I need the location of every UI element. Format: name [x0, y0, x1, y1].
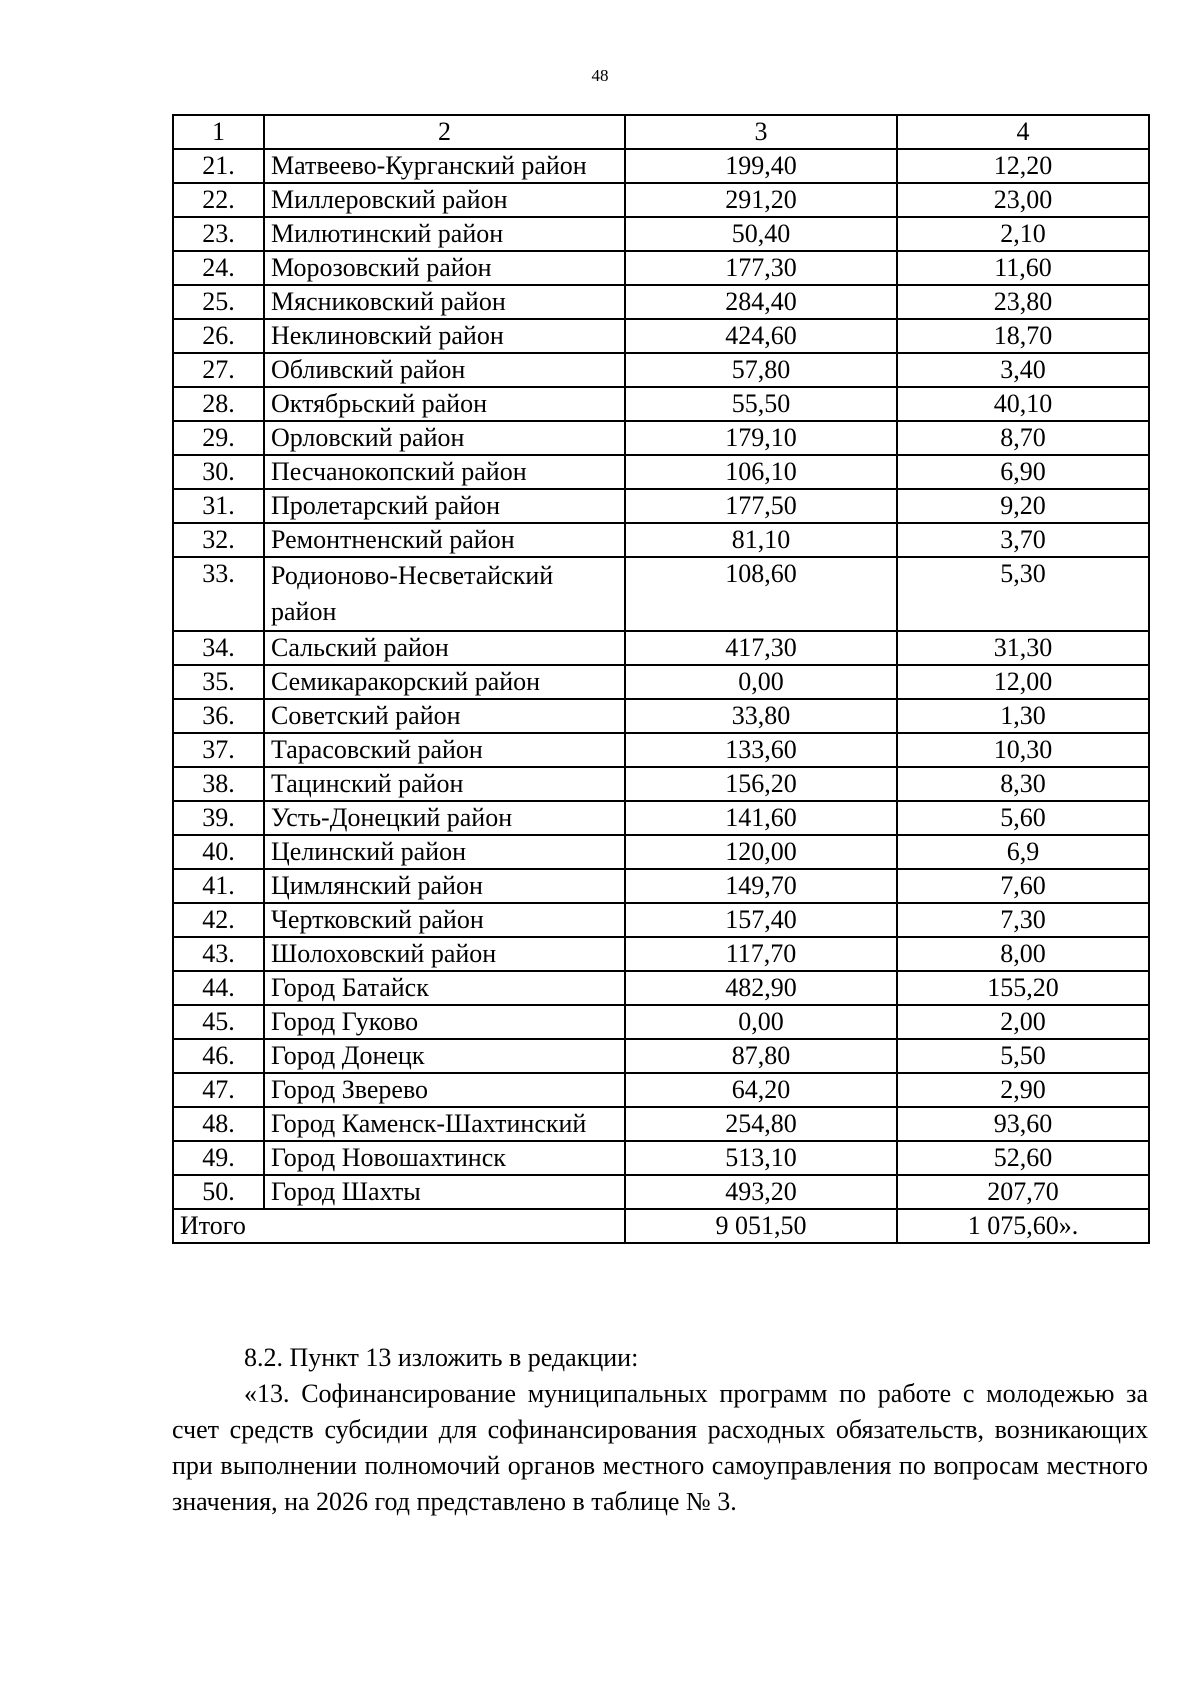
district-name: Шолоховский район	[264, 937, 625, 971]
value-col4: 93,60	[897, 1107, 1149, 1141]
table-row	[173, 903, 1149, 937]
row-number: 29.	[173, 421, 264, 455]
table-row	[173, 937, 1149, 971]
district-name: Советский район	[264, 699, 625, 733]
row-number: 26.	[173, 319, 264, 353]
row-number: 28.	[173, 387, 264, 421]
district-name: Морозовский район	[264, 251, 625, 285]
table-row	[173, 557, 1149, 631]
value-col3: 284,40	[625, 285, 897, 319]
row-number: 50.	[173, 1175, 264, 1209]
row-number: 27.	[173, 353, 264, 387]
value-col3: 254,80	[625, 1107, 897, 1141]
row-number: 49.	[173, 1141, 264, 1175]
value-col3: 493,20	[625, 1175, 897, 1209]
table-row	[173, 285, 1149, 319]
table-row	[173, 699, 1149, 733]
district-name: Миллеровский район	[264, 183, 625, 217]
district-name: Семикаракорский район	[264, 665, 625, 699]
table-row	[173, 733, 1149, 767]
value-col3: 179,10	[625, 421, 897, 455]
value-col4: 11,60	[897, 251, 1149, 285]
row-number: 43.	[173, 937, 264, 971]
value-col4: 2,00	[897, 1005, 1149, 1039]
value-col4: 8,00	[897, 937, 1149, 971]
value-col4: 5,50	[897, 1039, 1149, 1073]
value-col4: 12,00	[897, 665, 1149, 699]
value-col3: 120,00	[625, 835, 897, 869]
table-row	[173, 1175, 1149, 1209]
table-row	[173, 149, 1149, 183]
value-col3: 55,50	[625, 387, 897, 421]
district-name: Город Батайск	[264, 971, 625, 1005]
value-col4: 155,20	[897, 971, 1149, 1005]
table-row	[173, 869, 1149, 903]
value-col3: 106,10	[625, 455, 897, 489]
district-name: Обливский район	[264, 353, 625, 387]
table-row	[173, 1141, 1149, 1175]
table-row	[173, 251, 1149, 285]
district-name: Тацинский район	[264, 767, 625, 801]
value-col4: 5,60	[897, 801, 1149, 835]
value-col3: 33,80	[625, 699, 897, 733]
row-number: 48.	[173, 1107, 264, 1141]
row-number: 22.	[173, 183, 264, 217]
row-number: 45.	[173, 1005, 264, 1039]
row-number: 25.	[173, 285, 264, 319]
value-col4: 207,70	[897, 1175, 1149, 1209]
district-name: Матвеево-Курганский район	[264, 149, 625, 183]
value-col3: 424,60	[625, 319, 897, 353]
district-name: Песчанокопский район	[264, 455, 625, 489]
row-number: 37.	[173, 733, 264, 767]
value-col4: 23,00	[897, 183, 1149, 217]
value-col4: 9,20	[897, 489, 1149, 523]
value-col4: 8,30	[897, 767, 1149, 801]
row-number: 30.	[173, 455, 264, 489]
value-col4: 7,30	[897, 903, 1149, 937]
value-col4: 2,10	[897, 217, 1149, 251]
district-name: Чертковский район	[264, 903, 625, 937]
district-name: Усть-Донецкий район	[264, 801, 625, 835]
value-col3: 87,80	[625, 1039, 897, 1073]
value-col4: 6,90	[897, 455, 1149, 489]
value-col3: 482,90	[625, 971, 897, 1005]
row-number: 23.	[173, 217, 264, 251]
row-number: 36.	[173, 699, 264, 733]
table-header-row	[173, 115, 1149, 149]
value-col3: 199,40	[625, 149, 897, 183]
row-number: 32.	[173, 523, 264, 557]
table-row	[173, 353, 1149, 387]
row-number: 34.	[173, 631, 264, 665]
header-cell: 2	[264, 115, 625, 149]
districts-table	[172, 114, 1150, 1244]
value-col4: 5,30	[897, 557, 1149, 631]
district-name: Мясниковский район	[264, 285, 625, 319]
district-name: Орловский район	[264, 421, 625, 455]
value-col3: 64,20	[625, 1073, 897, 1107]
value-col3: 0,00	[625, 665, 897, 699]
row-number: 31.	[173, 489, 264, 523]
row-number: 21.	[173, 149, 264, 183]
value-col4: 2,90	[897, 1073, 1149, 1107]
value-col3: 50,40	[625, 217, 897, 251]
header-cell: 3	[625, 115, 897, 149]
value-col3: 417,30	[625, 631, 897, 665]
row-number: 46.	[173, 1039, 264, 1073]
district-name: Тарасовский район	[264, 733, 625, 767]
value-col3: 133,60	[625, 733, 897, 767]
value-col3: 117,70	[625, 937, 897, 971]
value-col4: 18,70	[897, 319, 1149, 353]
row-number: 35.	[173, 665, 264, 699]
table-row	[173, 801, 1149, 835]
value-col3: 57,80	[625, 353, 897, 387]
table-row	[173, 387, 1149, 421]
district-name: Сальский район	[264, 631, 625, 665]
row-number: 47.	[173, 1073, 264, 1107]
value-col3: 0,00	[625, 1005, 897, 1039]
value-col3: 177,50	[625, 489, 897, 523]
district-name: Неклиновский район	[264, 319, 625, 353]
total-col3: 9 051,50	[625, 1209, 897, 1243]
table-row	[173, 665, 1149, 699]
district-name: Город Новошахтинск	[264, 1141, 625, 1175]
table-row	[173, 319, 1149, 353]
header-cell: 4	[897, 115, 1149, 149]
row-number: 41.	[173, 869, 264, 903]
table-row	[173, 631, 1149, 665]
row-number: 24.	[173, 251, 264, 285]
table-row	[173, 835, 1149, 869]
value-col4: 40,10	[897, 387, 1149, 421]
table-row	[173, 455, 1149, 489]
value-col4: 6,9	[897, 835, 1149, 869]
value-col3: 141,60	[625, 801, 897, 835]
table-row	[173, 183, 1149, 217]
table-row	[173, 1107, 1149, 1141]
table-row	[173, 767, 1149, 801]
value-col3: 291,20	[625, 183, 897, 217]
page-number: 48	[591, 66, 609, 85]
table-row	[173, 523, 1149, 557]
value-col3: 149,70	[625, 869, 897, 903]
value-col3: 177,30	[625, 251, 897, 285]
district-name: Октябрьский район	[264, 387, 625, 421]
district-name: Город Каменск-Шахтинский	[264, 1107, 625, 1141]
value-col3: 81,10	[625, 523, 897, 557]
header-cell: 1	[173, 115, 264, 149]
row-number: 38.	[173, 767, 264, 801]
value-col4: 1,30	[897, 699, 1149, 733]
district-name: Город Шахты	[264, 1175, 625, 1209]
value-col4: 23,80	[897, 285, 1149, 319]
district-name: Милютинский район	[264, 217, 625, 251]
district-name: Пролетарский район	[264, 489, 625, 523]
value-col4: 8,70	[897, 421, 1149, 455]
value-col4: 31,30	[897, 631, 1149, 665]
row-number: 42.	[173, 903, 264, 937]
value-col4: 3,70	[897, 523, 1149, 557]
value-col4: 3,40	[897, 353, 1149, 387]
value-col3: 513,10	[625, 1141, 897, 1175]
value-col3: 157,40	[625, 903, 897, 937]
value-col4: 10,30	[897, 733, 1149, 767]
row-number: 44.	[173, 971, 264, 1005]
value-col4: 52,60	[897, 1141, 1149, 1175]
table-row	[173, 421, 1149, 455]
district-name: Родионово-Несветайский район	[264, 557, 625, 631]
total-col4: 1 075,60».	[897, 1209, 1149, 1243]
value-col3: 156,20	[625, 767, 897, 801]
district-name: Ремонтненский район	[264, 523, 625, 557]
row-number: 33.	[173, 557, 264, 631]
row-number: 39.	[173, 801, 264, 835]
table-row	[173, 217, 1149, 251]
district-name: Город Донецк	[264, 1039, 625, 1073]
paragraph-amendment: 8.2. Пункт 13 изложить в редакции:	[244, 1343, 639, 1372]
district-name: Город Гуково	[264, 1005, 625, 1039]
value-col4: 7,60	[897, 869, 1149, 903]
district-name: Город Зверево	[264, 1073, 625, 1107]
table-row	[173, 1073, 1149, 1107]
value-col3: 108,60	[625, 557, 897, 631]
district-name: Цимлянский район	[264, 869, 625, 903]
total-row	[173, 1209, 1149, 1243]
value-col4: 12,20	[897, 149, 1149, 183]
district-name: Целинский район	[264, 835, 625, 869]
table-row	[173, 489, 1149, 523]
total-label: Итого	[173, 1209, 625, 1243]
table-row	[173, 1005, 1149, 1039]
table-row	[173, 1039, 1149, 1073]
row-number: 40.	[173, 835, 264, 869]
paragraph-item-13: «13. Софинансирование муниципальных программ по работе с молодежью за счет средств субсидии для софинансирования расходных обязательств, возникающих при выполнении полномочий органов местного самоуправления по вопросам местного значения, на 2026 год представлено в таблице № 3.	[172, 1379, 1148, 1516]
table-row	[173, 971, 1149, 1005]
